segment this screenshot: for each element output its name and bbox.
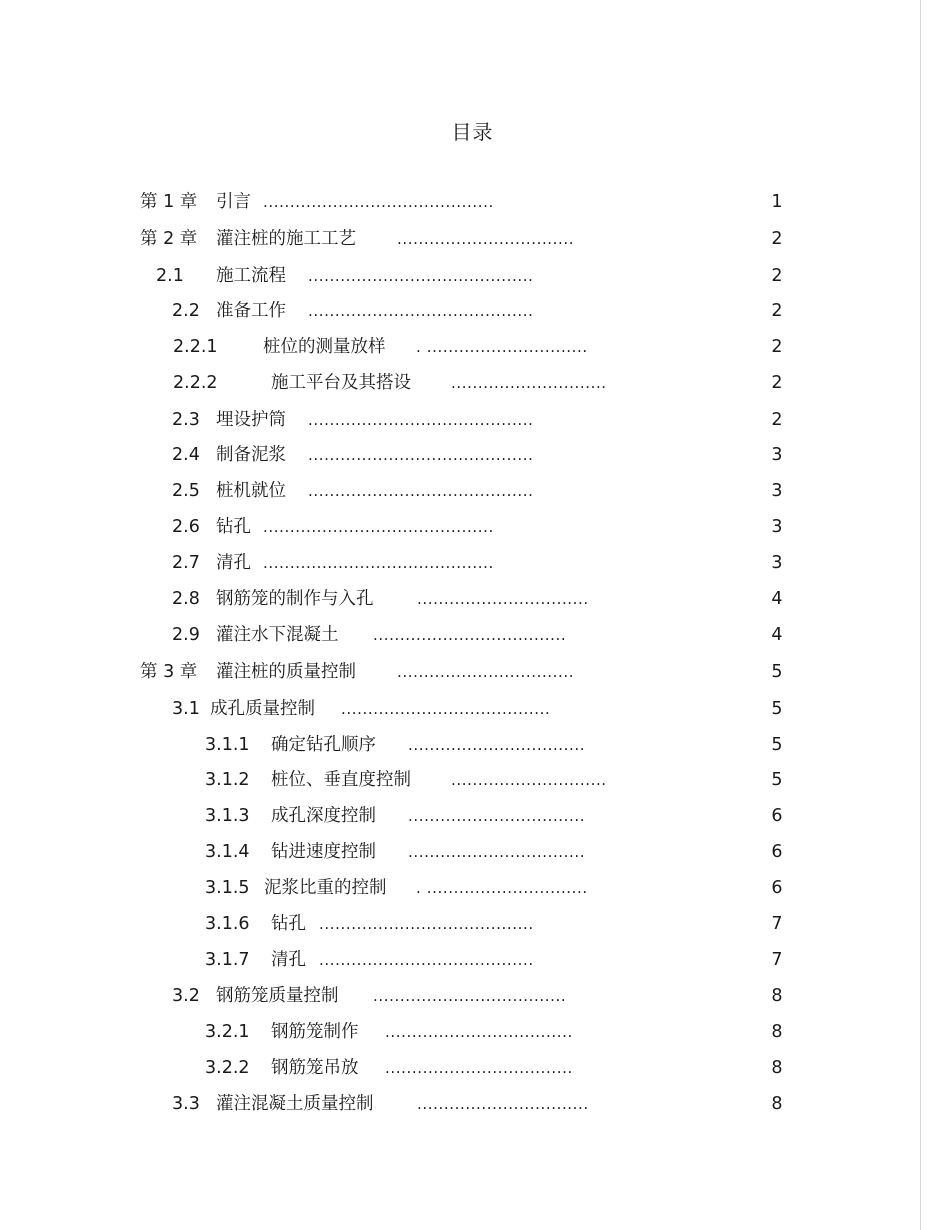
toc-entry-number: 2.1: [156, 266, 184, 286]
toc-entry-leader: ........................................: [319, 915, 534, 933]
toc-entry-leader: ................................: [417, 1095, 589, 1113]
toc-entry-label: 灌注桩的质量控制: [216, 662, 356, 682]
toc-entry-leader: ...........................................: [263, 554, 494, 572]
toc-entry-leader: . ..............................: [416, 879, 588, 897]
toc-entry-label: 清孔: [216, 553, 251, 573]
toc-entry-label: 制备泥浆: [216, 445, 286, 465]
toc-entry-label: 钢筋笼质量控制: [216, 986, 339, 1006]
toc-entry-page: 3: [771, 517, 783, 537]
page-margin: [921, 0, 950, 1230]
toc-entry-number: 2.6: [172, 517, 200, 537]
toc-entry-number: 2.3: [172, 410, 200, 430]
toc-entry-number: 2.2: [172, 301, 200, 321]
toc-entry-label: 清孔: [271, 950, 306, 970]
toc-entry-page: 3: [771, 553, 783, 573]
toc-entry-number: 2.4: [172, 445, 200, 465]
toc-entry-leader: ....................................: [373, 626, 567, 644]
toc-entry-page: 5: [771, 699, 783, 719]
toc-entry-label: 成孔深度控制: [271, 806, 376, 826]
toc-entry-label: 桩位、垂直度控制: [271, 770, 411, 790]
toc-entry-leader: ..........................................: [308, 302, 534, 320]
toc-entry-label: 钻进速度控制: [271, 842, 376, 862]
toc-entry-number: 第 3 章: [140, 662, 198, 682]
toc-entry-number: 2.2.2: [173, 373, 218, 393]
toc-entry-number: 2.8: [172, 589, 200, 609]
toc-entry-page: 2: [771, 266, 783, 286]
toc-entry-label: 准备工作: [216, 301, 286, 321]
toc-entry-leader: .................................: [397, 230, 575, 248]
toc-entry-leader: .......................................: [341, 700, 551, 718]
toc-entry-leader: ........................................: [319, 951, 534, 969]
toc-entry-label: 施工平台及其搭设: [271, 373, 411, 393]
toc-entry-label: 桩机就位: [216, 481, 286, 501]
toc-entry-number: 3.1.1: [205, 735, 250, 755]
toc-entry-number: 3.1.6: [205, 914, 250, 934]
toc-entry-leader: ..........................................: [308, 446, 534, 464]
toc-entry-page: 5: [771, 735, 783, 755]
toc-entry-page: 2: [771, 301, 783, 321]
toc-entry-page: 8: [771, 1058, 783, 1078]
toc-entry-page: 3: [771, 445, 783, 465]
toc-entry-label: 桩位的测量放样: [263, 337, 386, 357]
toc-entry-page: 2: [771, 229, 783, 249]
toc-entry-number: 3.1.2: [205, 770, 250, 790]
toc-entry-page: 6: [771, 806, 783, 826]
toc-entry-page: 8: [771, 1094, 783, 1114]
toc-entry-page: 2: [771, 410, 783, 430]
toc-entry-label: 埋设护筒: [216, 410, 286, 430]
toc-entry-label: 灌注水下混凝土: [216, 625, 339, 645]
toc-entry-page: 5: [771, 662, 783, 682]
toc-entry-page: 8: [771, 1022, 783, 1042]
toc-entry-number: 3.3: [172, 1094, 200, 1114]
toc-entry-leader: .............................: [451, 374, 607, 392]
toc-entry-number: 第 2 章: [140, 229, 198, 249]
toc-entry-number: 3.1.7: [205, 950, 250, 970]
toc-entry-page: 6: [771, 842, 783, 862]
toc-entry-label: 钢筋笼制作: [271, 1022, 359, 1042]
toc-entry-leader: ...................................: [385, 1059, 573, 1077]
toc-entry-page: 5: [771, 770, 783, 790]
toc-entry-number: 2.2.1: [173, 337, 218, 357]
toc-entry-number: 3.1.5: [205, 878, 250, 898]
toc-entry-leader: ................................: [417, 590, 589, 608]
toc-entry-number: 2.5: [172, 481, 200, 501]
toc-entry-number: 3.1: [172, 699, 200, 719]
toc-entry-page: 4: [771, 589, 783, 609]
toc-entry-leader: . ..............................: [416, 338, 588, 356]
toc-entry-number: 3.1.4: [205, 842, 250, 862]
toc-entry-leader: ...........................................: [263, 193, 494, 211]
toc-entry-page: 2: [771, 337, 783, 357]
toc-entry-page: 8: [771, 986, 783, 1006]
toc-entry-page: 3: [771, 481, 783, 501]
toc-entry-number: 2.7: [172, 553, 200, 573]
toc-entry-leader: .................................: [408, 843, 586, 861]
toc-entry-page: 6: [771, 878, 783, 898]
toc-entry-page: 1: [771, 192, 783, 212]
toc-entry-label: 钢筋笼吊放: [271, 1058, 359, 1078]
toc-entry-label: 引言: [216, 192, 251, 212]
toc-entry-page: 4: [771, 625, 783, 645]
toc-entry-leader: ..........................................: [308, 267, 534, 285]
toc-entry-leader: ..........................................: [308, 411, 534, 429]
toc-entry-number: 第 1 章: [140, 192, 198, 212]
toc-entry-leader: .............................: [451, 771, 607, 789]
toc-entry-page: 7: [771, 914, 783, 934]
toc-entry-leader: .................................: [397, 663, 575, 681]
toc-entry-number: 3.2.1: [205, 1022, 250, 1042]
toc-entry-leader: ...........................................: [263, 518, 494, 536]
toc-entry-number: 3.2.2: [205, 1058, 250, 1078]
toc-entry-leader: .................................: [408, 736, 586, 754]
toc-entry-label: 泥浆比重的控制: [264, 878, 387, 898]
toc-entry-page: 7: [771, 950, 783, 970]
toc-entry-label: 确定钻孔顺序: [271, 735, 376, 755]
toc-entry-leader: .................................: [408, 807, 586, 825]
toc-entry-number: 3.1.3: [205, 806, 250, 826]
toc-entry-number: 2.9: [172, 625, 200, 645]
toc-entry-leader: ....................................: [373, 987, 567, 1005]
toc-entry-page: 2: [771, 373, 783, 393]
toc-entry-label: 灌注桩的施工工艺: [216, 229, 356, 249]
toc-entry-leader: ..........................................: [308, 482, 534, 500]
toc-entry-number: 3.2: [172, 986, 200, 1006]
toc-entry-label: 钢筋笼的制作与入孔: [216, 589, 374, 609]
toc-title: 目录: [451, 120, 494, 144]
toc-entry-label: 钻孔: [271, 914, 306, 934]
toc-entry-label: 灌注混凝土质量控制: [216, 1094, 374, 1114]
toc-entry-label: 成孔质量控制: [210, 699, 315, 719]
toc-entry-label: 施工流程: [216, 266, 286, 286]
toc-entry-label: 钻孔: [216, 517, 251, 537]
toc-entry-leader: ...................................: [385, 1023, 573, 1041]
